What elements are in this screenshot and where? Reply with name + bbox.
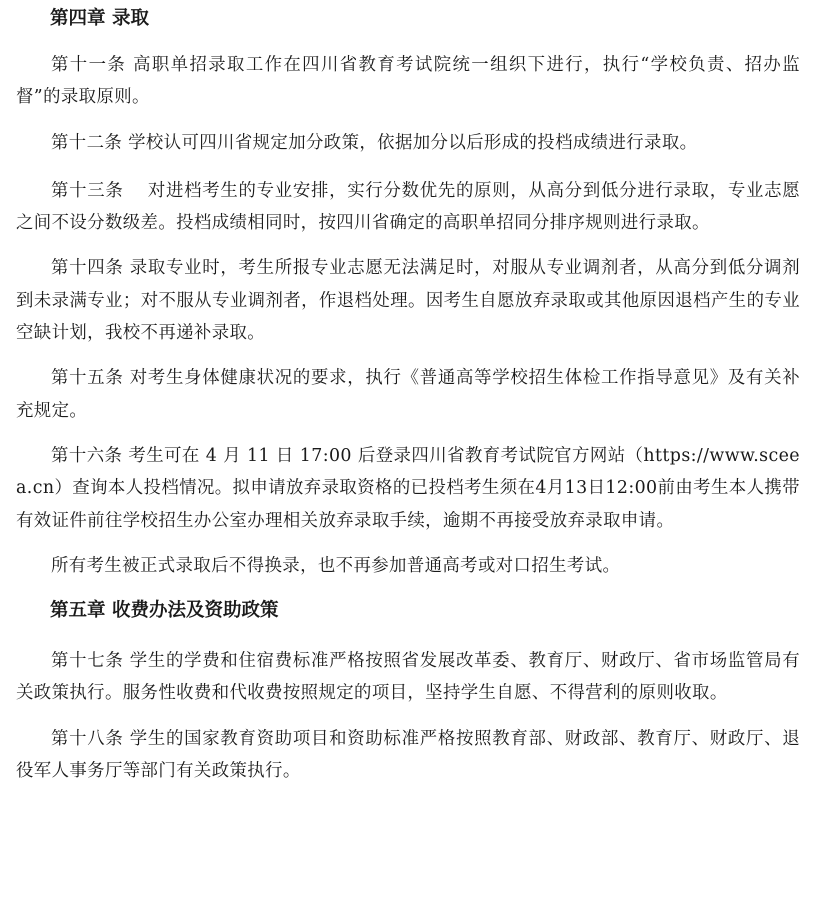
closing-paragraph: 所有考生被正式录取后不得换录，也不再参加普通高考或对口招生考试。: [51, 555, 621, 576]
document-page: [16, 0, 800, 800]
article-11: 第十一条 高职单招录取工作在四川省教育考试院统一组织下进行，执行“学校负责、招办监督”的录取原则。: [16, 55, 800, 108]
chapter-4-heading: 第四章 录取: [50, 8, 149, 29]
chapter-5-heading: 第五章 收费办法及资助政策: [50, 600, 279, 622]
article-16: 第十六条 考生可在 4 月 11 日 17:00 后登录四川省教育考试院官方网站（https://www.sceea.cn）查询本人投档情况。拟申请放弃录取资格的已投档考生须在4月13日12:00前由考生本人携带有效证件前往学校招生办公室办理相关放弃录取手续，逾期不再接受放弃录取申请。: [16, 445, 800, 531]
article-15: 第十五条 对考生身体健康状况的要求，执行《普通高等学校招生体检工作指导意见》及有关补充规定。: [16, 368, 800, 421]
article-14: 第十四条 录取专业时，考生所报专业志愿无法满足时，对服从专业调剂者，从高分到低分调剂到未录满专业；对不服从专业调剂者，作退档处理。因考生自愿放弃录取或其他原因退档产生的专业空缺计划，我校不再递补录取。: [16, 258, 800, 344]
article-18: 第十八条 学生的国家教育资助项目和资助标准严格按照教育部、财政部、教育厅、财政厅、退役军人事务厅等部门有关政策执行。: [16, 728, 800, 782]
article-17: 第十七条 学生的学费和住宿费标准严格按照省发展改革委、教育厅、财政厅、省市场监管局有关政策执行。服务性收费和代收费按照规定的项目，坚持学生自愿、不得营利的原则收取。: [16, 651, 800, 704]
article-12: 第十二条 学校认可四川省规定加分政策，依据加分以后形成的投档成绩进行录取。: [51, 132, 698, 153]
article-13: 第十三条 对进档考生的专业安排，实行分数优先的原则，从高分到低分进行录取，专业志愿之间不设分数级差。投档成绩相同时，按四川省确定的高职单招同分排序规则进行录取。: [16, 180, 800, 234]
